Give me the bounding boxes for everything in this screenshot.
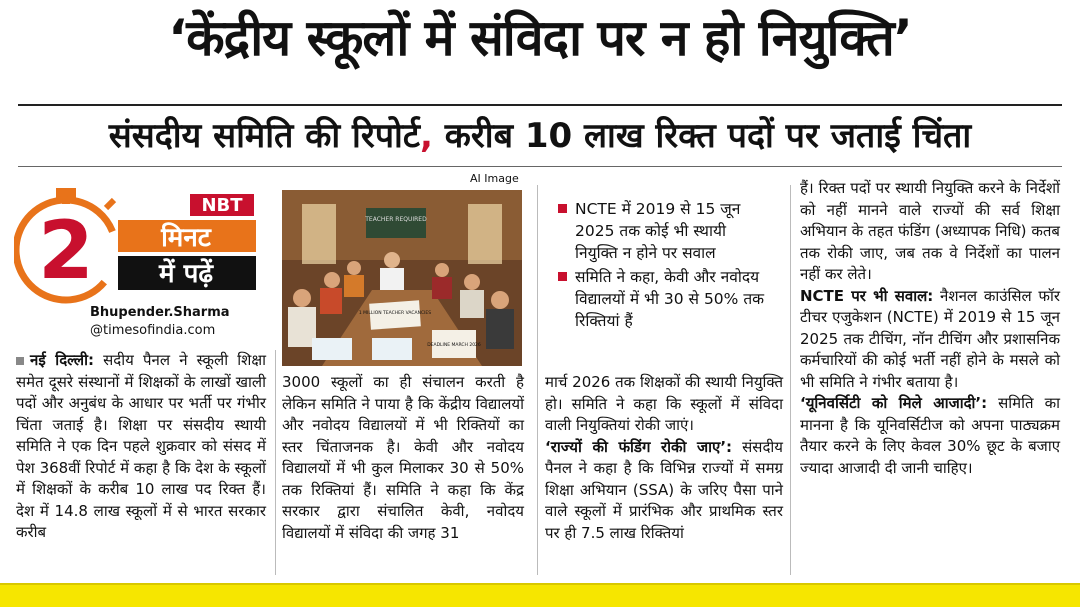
dateline: नई दिल्ली: [30, 351, 94, 369]
subheading-university: ‘यूनिवर्सिटी को मिले आजादी’: [800, 394, 988, 412]
article-column-1 [16, 350, 266, 544]
photo-sign-text: TEACHER REQUIRED [365, 216, 427, 223]
subheading-funding: ‘राज्यों की फंडिंग रोकी जाए’: [545, 437, 733, 456]
meeting-illustration [282, 190, 522, 366]
badge-minute: मिनट [161, 223, 211, 253]
column-4-text: हैं। रिक्त पदों पर स्थायी नियुक्ति करने के निर्देशों को नहीं मानने वाले राज्यों की सर्व शिक्षा अभियान के तहत फंडिंग (अध्यापक निधि) कतब तक रोकी जाए, जब तक वे निर्देशों का पालन नहीं कर लेते। [800, 179, 1060, 283]
column-separator [790, 185, 791, 575]
column-3-text: मार्च 2026 तक शिक्षकों की स्थायी नियुक्ति हो। समिति ने कहा कि स्कूलों में संविदा वाली नियुक्तियां रोकी जाएं। [545, 373, 783, 434]
meeting-photo [282, 190, 522, 366]
column-4-text-3: समिति का मानना है कि यूनिवर्सिटीज को अपना पाठ्यक्रम तैयार करने के लिए केवल 30% छूट के बजाए ज्यादा आजादी दी जानी चाहिए। [800, 394, 1060, 477]
lead-square-icon [16, 357, 24, 365]
byline-handle: @timesofindia.com [90, 323, 216, 338]
byline-name: Bhupender.Sharma [90, 305, 230, 320]
highlight-item [558, 198, 773, 264]
highlight-text: NCTE में 2019 से 15 जून 2025 तक कोई भी स्थायी नियुक्ति न होने पर सवाल [575, 200, 741, 262]
headline-divider [18, 104, 1062, 106]
highlights-list [558, 198, 773, 334]
column-1-text: सदीय पैनल ने स्कूली शिक्षा समेत दूसरे संस्थानों में शिक्षकों के लाखों खाली पदों और अनुबंध के आधार पर भर्ती पर गंभीर चिंता जताई है। शिक्षा पर संसदीय स्थायी समिति ने एक दिन पहले शुक्रवार को संसद में पेश 368वीं रिपोर्ट में कहा है कि देश के स्कूलों में शिक्षकों के करीब 10 लाख पद रिक्त हैं। देश में 14.8 लाख स्कूलों में से भारत सरकार करीब [16, 351, 266, 541]
subheadline [0, 112, 1080, 160]
headline: ‘केंद्रीय स्कूलों में संविदा पर न हो नियुक्ति’ [168, 9, 912, 67]
red-square-icon [558, 272, 567, 281]
subhead-comma: , [420, 116, 433, 156]
column-3-text-2: संसदीय पैनल ने कहा है कि विभिन्न राज्यों में समग्र शिक्षा अभियान (SSA) के जरिए पैसा पाने वाले स्कूलों में प्रारंभिक और प्राथमिक स्तर पर ही 7.5 लाख रिक्तियां [545, 437, 784, 542]
subhead-divider [18, 166, 1062, 167]
highlight-text: समिति ने कहा, केवी और नवोदय विद्यालयों में भी 30 से 50% तक रिक्तियां हैं [575, 268, 765, 330]
red-square-icon [558, 204, 567, 213]
stopwatch-icon [14, 186, 264, 306]
photo-placard-vacancies: 1 MILLION TEACHER VACANCIES [358, 311, 432, 316]
badge-padhein: में पढ़ें [158, 259, 214, 289]
article-column-4 [800, 178, 1060, 479]
column-2-text: 3000 स्कूलों का ही संचालन करती है लेकिन समिति ने पाया है कि केंद्रीय विद्यालयों और नवोदय विद्यालयों में भी रिक्तियों का स्तर चिंताजनक है। केवी और नवोदय विद्यालयों में भी कुल मिलाकर 30 से 50% तक रिक्तियां हैं। समिति ने कहा कि केंद्र सरकार द्वारा संचालित केवी, नवोदय विद्यालयों में संविदा की जगह 31 [282, 373, 524, 542]
column-separator [537, 185, 538, 575]
article-column-2 [282, 372, 524, 544]
ai-image-label: AI Image [470, 172, 519, 185]
subheading-ncte: NCTE पर भी सवाल: [800, 286, 934, 305]
byline [90, 304, 230, 340]
highlight-item [558, 266, 773, 332]
subhead-part1: संसदीय समिति की रिपोर्ट [108, 116, 420, 156]
column-separator [275, 350, 276, 575]
nbt-2-minute-badge [14, 186, 264, 306]
photo-placard-deadline: DEADLINE MARCH 2026 [427, 343, 481, 348]
article-column-3 [545, 372, 783, 544]
subhead-part2: करीब 10 लाख रिक्त पदों पर जताई चिंता [432, 116, 972, 156]
bottom-color-bar [0, 583, 1080, 607]
badge-nbt: NBT [201, 195, 243, 216]
badge-number: 2 [38, 204, 94, 297]
column-4-text-2: नैशनल काउंसिल फॉर टीचर एजुकेशन (NCTE) में 2019 से 15 जून 2025 तक टीचिंग, नॉन टीचिंग और प्रशासनिक कर्मचारियों की कोई भर्ती नहीं होने के मसले को भी समिति ने गंभीर बताया है। [800, 286, 1060, 391]
